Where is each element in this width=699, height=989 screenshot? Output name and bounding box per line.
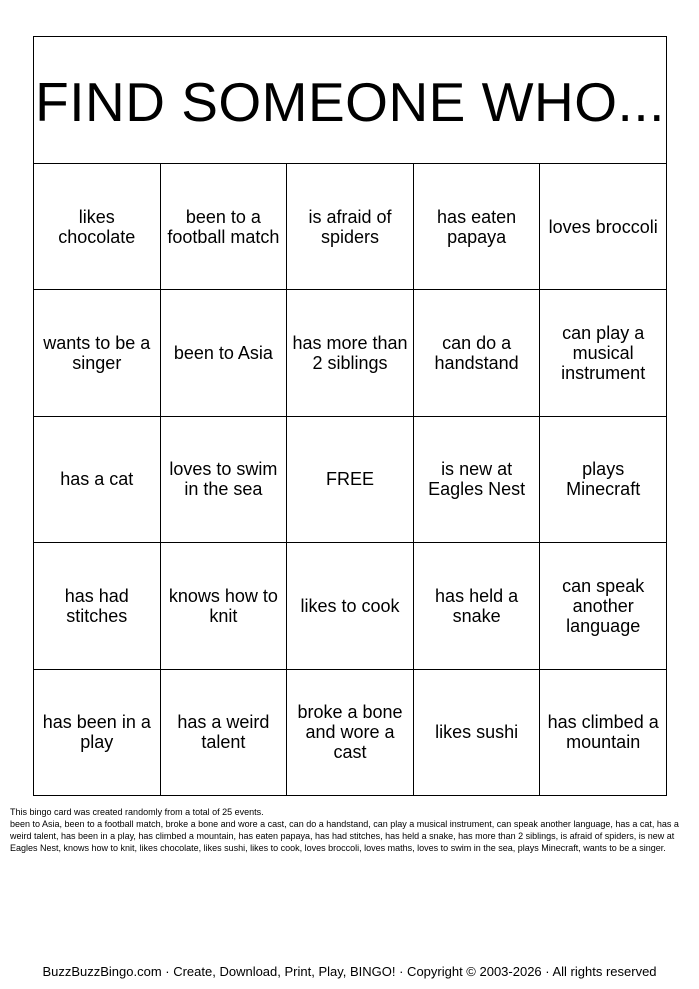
bingo-cell: [540, 290, 667, 416]
bingo-cell: [540, 164, 667, 290]
bingo-cell-text: is new at Eagles Nest: [428, 459, 526, 500]
bingo-cell-text: has eaten papaya: [437, 206, 517, 247]
bingo-cell-text: is afraid of spiders: [308, 206, 392, 247]
bingo-cell: [287, 670, 414, 796]
bingo-cell: [161, 290, 288, 416]
bingo-cell: [540, 670, 667, 796]
bingo-cell-text: has more than 2 siblings: [292, 333, 408, 374]
bingo-cell-text: has a weird talent: [177, 712, 270, 753]
bingo-cell: [161, 543, 288, 669]
bingo-cell: [34, 417, 161, 543]
bingo-cell-text: has had stitches: [64, 585, 129, 626]
card-title: FIND SOMEONE WHO...: [35, 71, 665, 133]
bingo-cell-text: has been in a play: [42, 712, 151, 753]
bingo-cell: [161, 164, 288, 290]
bingo-cell: [161, 670, 288, 796]
footer-copyright: BuzzBuzzBingo.com · Create, Download, Print, Play, BINGO! · Copyright © 2003-2026 · All rights reserved: [42, 964, 657, 979]
bingo-cell-text: knows how to knit: [168, 585, 278, 626]
bingo-cell-text: loves to swim in the sea: [169, 459, 278, 500]
bingo-cell: [34, 290, 161, 416]
bingo-card: [33, 36, 667, 796]
bingo-cell: [414, 164, 541, 290]
bingo-cell-text: plays Minecraft: [566, 459, 641, 500]
bingo-cell-text: likes sushi: [435, 722, 519, 743]
bingo-cell-text: been to Asia: [173, 343, 273, 364]
bingo-cell: [34, 670, 161, 796]
bingo-cell: [287, 543, 414, 669]
bingo-cell-text: likes chocolate: [58, 206, 136, 247]
bingo-cell-text: has a cat: [60, 469, 134, 490]
bingo-cell: [540, 543, 667, 669]
bingo-cell: [414, 543, 541, 669]
free-cell: [287, 417, 414, 543]
bingo-cell-text: has climbed a mountain: [547, 712, 659, 753]
footnote-intro: This bingo card was created randomly from a total of 25 events.: [10, 807, 264, 817]
bingo-cell-text: wants to be a singer: [43, 333, 151, 374]
bingo-cell: [34, 164, 161, 290]
bingo-cell: [414, 670, 541, 796]
bingo-grid: [34, 164, 667, 796]
bingo-cell: [414, 290, 541, 416]
footnote: [10, 806, 690, 854]
bingo-cell: [34, 543, 161, 669]
free-cell-text: FREE: [325, 469, 374, 490]
bingo-cell-text: can speak another language: [562, 575, 645, 636]
bingo-cell-text: can do a handstand: [434, 333, 519, 374]
bingo-cell-text: loves broccoli: [548, 216, 658, 237]
title-cell: [34, 37, 667, 164]
bingo-cell-text: been to a football match: [167, 206, 280, 247]
footnote-events: been to Asia, been to a football match, broke a bone and wore a cast, can do a handstand, can play a musical instrument, can speak another language, has a cat, has a weird talent, has been in a play, has climbed a mountain, has eaten papaya, has had stitches, has held a snake, has more than 2 siblings, is afraid of spiders, is new at Eagles Nest, knows how to knit, likes chocolate, likes sushi, likes to cook, loves broccoli, loves maths, loves to swim in the sea, plays Minecraft, wants to be a singer.: [10, 819, 679, 853]
bingo-cell-text: has held a snake: [435, 585, 519, 626]
bingo-cell: [161, 417, 288, 543]
bingo-cell-text: likes to cook: [300, 595, 400, 616]
bingo-cell: [414, 417, 541, 543]
bingo-cell: [287, 164, 414, 290]
bingo-cell-text: broke a bone and wore a cast: [297, 702, 403, 763]
bingo-cell-text: can play a musical instrument: [561, 323, 646, 384]
bingo-cell: [540, 417, 667, 543]
bingo-cell: [287, 290, 414, 416]
